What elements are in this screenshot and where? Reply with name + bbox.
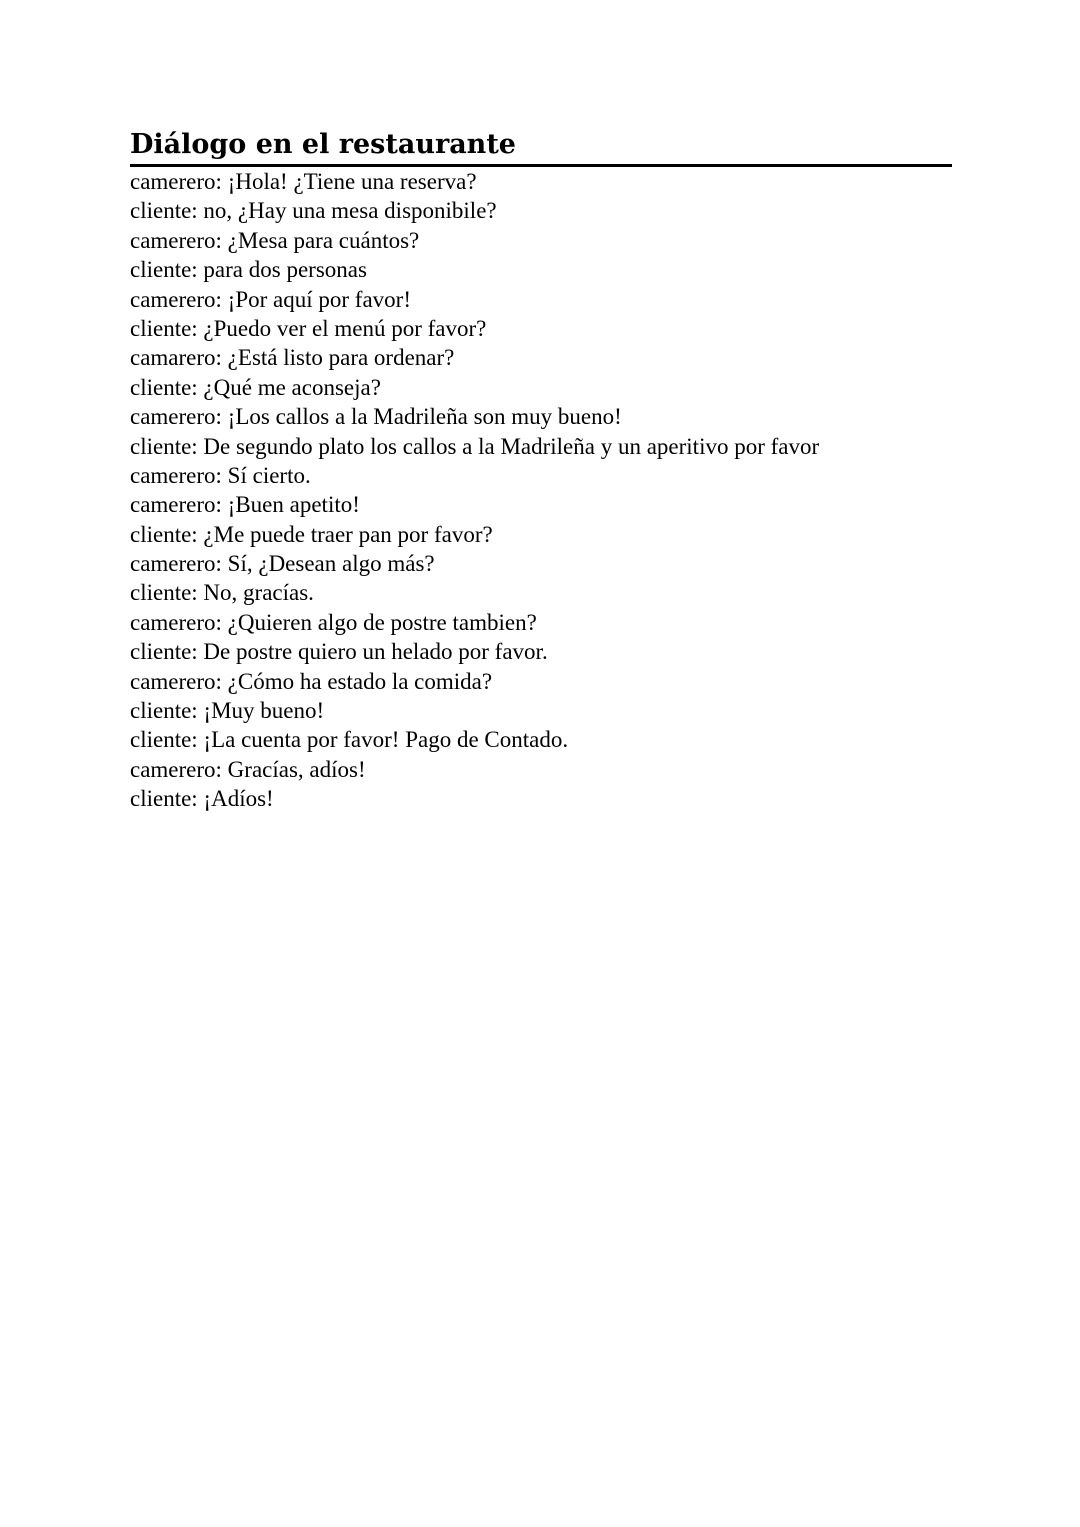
dialogue-line: cliente: ¿Me puede traer pan por favor? bbox=[130, 521, 493, 547]
document-title: Diálogo en el restaurante bbox=[130, 128, 952, 167]
dialogue-line: cliente: No, gracías. bbox=[130, 580, 314, 606]
dialogue-line: camerero: ¡Buen apetito! bbox=[130, 492, 360, 518]
dialogue-line: camerero: ¡Los callos a la Madrileña son muy bueno! bbox=[130, 404, 622, 430]
dialogue-line: cliente: ¡Adíos! bbox=[130, 786, 274, 812]
dialogue-line: camerero: ¡Hola! ¿Tiene una reserva? bbox=[130, 169, 477, 194]
document-page bbox=[130, 128, 952, 814]
dialogue-line: cliente: no, ¿Hay una mesa disponibile? bbox=[130, 198, 497, 224]
dialogue-line: cliente: ¿Puedo ver el menú por favor? bbox=[130, 315, 487, 341]
dialogue-line: cliente: ¡La cuenta por favor! Pago de Contado. bbox=[130, 727, 569, 753]
dialogue-line: camerero: Sí cierto. bbox=[130, 462, 311, 488]
dialogue-line: cliente: ¡Muy bueno! bbox=[130, 698, 325, 724]
dialogue-line: cliente: De segundo plato los callos a la Madrileña y un aperitivo por favor bbox=[130, 433, 820, 459]
dialogue-line: cliente: para dos personas bbox=[130, 257, 367, 283]
dialogue-line: camerero: ¿Mesa para cuántos? bbox=[130, 227, 420, 253]
dialogue-line: cliente: De postre quiero un helado por favor. bbox=[130, 639, 548, 665]
dialogue-line: camarero: ¿Está listo para ordenar? bbox=[130, 345, 455, 371]
dialogue-line: camerero: Gracías, adíos! bbox=[130, 756, 366, 782]
dialogue-line: camerero: Sí, ¿Desean algo más? bbox=[130, 551, 435, 577]
dialogue-line: cliente: ¿Qué me aconseja? bbox=[130, 374, 381, 400]
dialogue-list bbox=[130, 167, 952, 814]
dialogue-line: camerero: ¿Cómo ha estado la comida? bbox=[130, 668, 493, 694]
dialogue-line: camerero: ¡Por aquí por favor! bbox=[130, 286, 411, 312]
dialogue-line: camerero: ¿Quieren algo de postre tambien? bbox=[130, 609, 537, 635]
